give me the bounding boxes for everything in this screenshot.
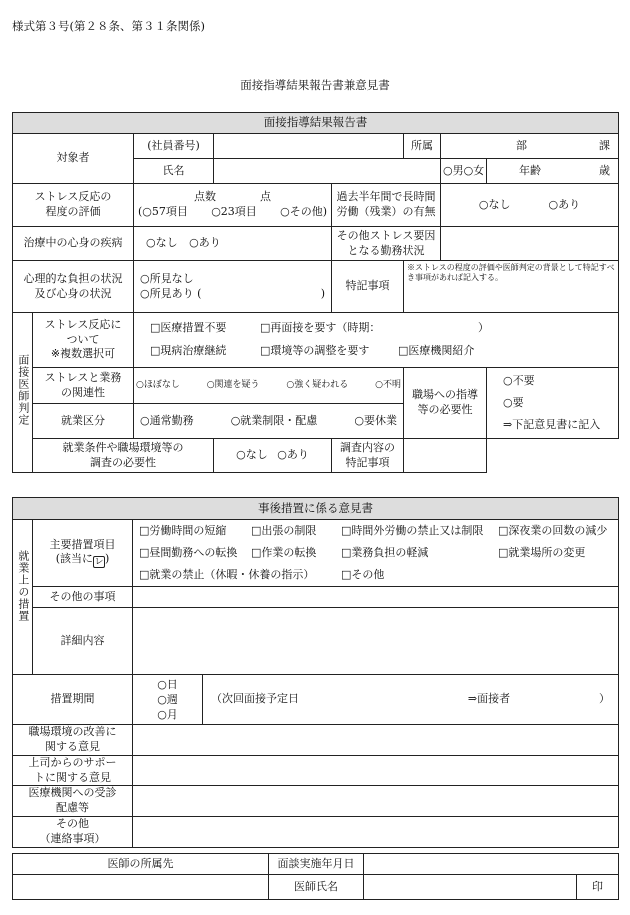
refer-option[interactable]: □医療機関紹介 (398, 344, 475, 357)
work-class-options[interactable] (134, 404, 404, 439)
survey-yes-option[interactable]: ○あり (277, 448, 309, 462)
form-number: 様式第３号(第２８条、第３１条関係) (12, 19, 205, 33)
special-notes-hint: ※ストレスの程度の評価や医師判定の背景として特記すべき事項があれば記入する。 (407, 263, 615, 283)
illness-select[interactable] (134, 227, 332, 261)
restricted-work-option[interactable]: ○就業制限・配慮 (230, 413, 318, 427)
night-reduce-option[interactable]: □深夜業の回数の減少 (498, 524, 608, 537)
rel-almost-none-option[interactable]: ○ほぼなし (136, 380, 180, 391)
trip-limit-option[interactable]: □出張の制限 (251, 524, 317, 537)
option-other-items[interactable]: ○その他) (280, 205, 327, 218)
psych-findings[interactable] (134, 261, 332, 313)
place-change-option[interactable]: □就業場所の変更 (498, 546, 586, 559)
report-heading: 面接指導結果報告書 (13, 113, 619, 134)
work-ban-option[interactable]: □就業の禁止（休暇・休養の指示） (139, 568, 315, 581)
continue-treatment-option[interactable]: □現病治療継続 (150, 344, 227, 357)
survey-notes-field[interactable] (404, 439, 487, 473)
interviewer-label: ⇒面接者 (467, 692, 511, 706)
overtime-ban-option[interactable]: □時間外労働の禁止又は制限 (341, 524, 484, 537)
details-label: 詳細内容 (33, 608, 133, 675)
stress-eval-label: ストレス反応の 程度の評価 (13, 184, 134, 227)
period-month-option[interactable]: ○月 (157, 708, 178, 721)
gender-female-option[interactable]: ○女 (463, 163, 485, 177)
stress-response-options[interactable] (134, 313, 619, 368)
overtime-select[interactable] (441, 184, 619, 227)
special-notes-field[interactable] (404, 261, 619, 313)
other-stress-field[interactable] (441, 227, 619, 261)
guidance-not-needed-option[interactable]: ○不要 (503, 374, 535, 387)
day-shift-option[interactable]: □昼間勤務への転換 (139, 546, 238, 559)
subject-label: 対象者 (13, 134, 134, 184)
doctor-affiliation-label: 医師の所属先 (13, 854, 269, 875)
score-unit: 点 (260, 190, 271, 204)
next-interview-field[interactable] (203, 675, 619, 725)
employee-no-label: (社員番号) (134, 134, 214, 159)
see-below-note: ⇒下記意見書に記入 (503, 418, 601, 431)
period-day-option[interactable]: ○日 (157, 678, 178, 691)
stress-response-label: ストレス反応に ついて ※複数選択可 (33, 313, 134, 368)
period-label: 措置期間 (13, 675, 133, 725)
employee-no-field[interactable] (214, 134, 404, 159)
details-field[interactable] (133, 608, 619, 675)
dept-unit: 部 (516, 138, 527, 152)
illness-yes-option[interactable]: ○あり (189, 236, 221, 250)
reinterview-option[interactable]: □再面接を要す（時期： (260, 321, 381, 335)
gender-select[interactable] (441, 159, 487, 184)
env-adjust-option[interactable]: □環境等の調整を要す (260, 344, 370, 357)
relation-label: ストレスと業務 の関連性 (33, 368, 134, 404)
boss-support-field[interactable] (133, 755, 619, 786)
next-interview-close: ） (599, 692, 610, 706)
medical-consideration-label: 医療機関への受診 配慮等 (13, 786, 133, 817)
medical-consideration-field[interactable] (133, 786, 619, 817)
document-title: 面接指導結果報告書兼意見書 (240, 78, 390, 92)
age-label: 年齢 (519, 163, 541, 177)
checkmark-icon: レ (94, 557, 104, 568)
survey-none-option[interactable]: ○なし (236, 448, 268, 462)
stress-score-field[interactable] (134, 184, 332, 227)
next-interview-label: （次回面接予定日 (211, 692, 299, 706)
overtime-yes-option[interactable]: ○あり (548, 197, 581, 211)
main-measures-label: 主要措置項目 (該当にレ ) (33, 520, 133, 587)
opinion-table (12, 497, 619, 848)
option-23-items[interactable]: ○23項目 (211, 205, 257, 218)
doctor-name-field[interactable] (364, 875, 577, 900)
guidance-options[interactable] (487, 368, 619, 439)
opinion-heading: 事後措置に係る意見書 (13, 498, 619, 520)
other-items-field[interactable] (133, 587, 619, 608)
other-stress-label: その他ストレス要因 となる勤務状況 (332, 227, 441, 261)
other-measure-option[interactable]: □その他 (341, 568, 385, 581)
doctor-name-label: 医師氏名 (269, 875, 364, 900)
affiliation-field[interactable] (441, 134, 619, 159)
other-items-label: その他の事項 (33, 587, 133, 608)
gender-male-option[interactable]: ○男 (443, 163, 464, 177)
name-field[interactable] (214, 159, 441, 184)
affiliation-label: 所属 (404, 134, 441, 159)
period-unit-options[interactable] (133, 675, 203, 725)
report-table (12, 112, 619, 473)
misc-field[interactable] (133, 817, 619, 848)
illness-none-option[interactable]: ○なし (146, 236, 178, 250)
relation-options[interactable] (134, 368, 404, 404)
env-survey-options[interactable] (214, 439, 332, 473)
findings-close: ) (320, 286, 325, 300)
env-survey-label: 就業条件や職場環境等の 調査の必要性 (33, 439, 214, 473)
name-label: 氏名 (134, 159, 214, 184)
rel-suspected-option[interactable]: ○関連を疑う (206, 380, 260, 391)
rel-unknown-option[interactable]: ○不明 (375, 380, 401, 391)
job-change-option[interactable]: □作業の転換 (251, 546, 317, 559)
short-hours-option[interactable]: □労働時間の短縮 (139, 524, 227, 537)
psych-label: 心理的な負担の状況 及び心身の状況 (13, 261, 134, 313)
workplace-opinion-label: 職場環境の改善に 関する意見 (13, 725, 133, 756)
overtime-label: 過去半年間で長時間 労働（残業）の有無 (332, 184, 441, 227)
load-reduce-option[interactable]: □業務負担の軽減 (341, 546, 429, 559)
guidance-needed-option[interactable]: ○要 (503, 396, 524, 409)
main-measures-options[interactable] (133, 520, 619, 587)
employment-measures-label: 就業上の措置 (13, 520, 33, 675)
judgement-label: 面接医師判定 (13, 313, 33, 473)
overtime-none-option[interactable]: ○なし (478, 197, 511, 211)
doctor-table (12, 853, 619, 900)
rel-strong-option[interactable]: ○強く疑われる (286, 380, 349, 391)
normal-work-option[interactable]: ○通常勤務 (140, 413, 194, 427)
boss-support-label: 上司からのサポー トに関する意見 (13, 755, 133, 786)
leave-option[interactable]: ○要休業 (354, 413, 397, 427)
period-week-option[interactable]: ○週 (157, 693, 178, 706)
reinterview-close: ） (478, 321, 489, 335)
interview-date-field[interactable] (364, 854, 619, 875)
workplace-opinion-field[interactable] (133, 725, 619, 756)
interview-date-label: 面談実施年月日 (269, 854, 364, 875)
score-label: 点数 (194, 190, 216, 204)
doctor-affiliation-field[interactable] (13, 875, 269, 900)
misc-label: その他 （連絡事項） (13, 817, 133, 848)
age-unit: 歳 (599, 163, 610, 177)
option-57-items[interactable]: (○57項目 (138, 205, 188, 218)
special-notes-label: 特記事項 (332, 261, 404, 313)
guidance-label: 職場への指導 等の必要性 (404, 368, 487, 439)
findings-option[interactable]: ○所見あり ( (140, 286, 202, 300)
seal-mark: 印 (577, 875, 619, 900)
illness-label: 治療中の心身の疾病 (13, 227, 134, 261)
no-medical-option[interactable]: □医療措置不要 (150, 321, 227, 335)
age-field[interactable] (487, 159, 619, 184)
survey-notes-label: 調査内容の 特記事項 (332, 439, 404, 473)
no-findings-option[interactable]: ○所見なし (140, 271, 194, 285)
work-class-label: 就業区分 (33, 404, 134, 439)
section-unit: 課 (599, 138, 610, 152)
